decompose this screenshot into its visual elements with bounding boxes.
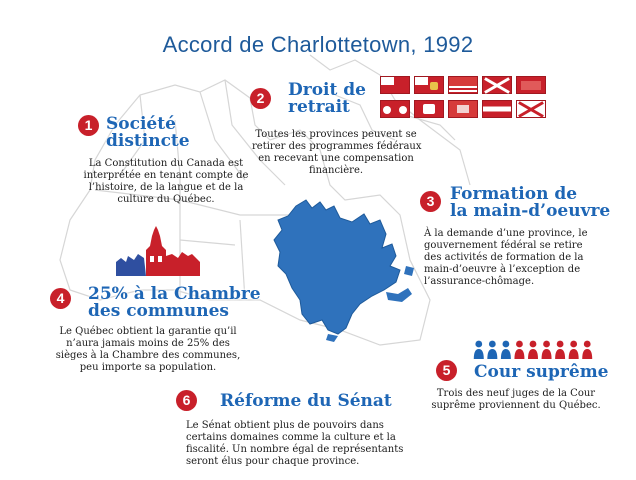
section-6-heading: Réforme du Sénat [220,391,392,411]
section-2-body: Toutes les provinces peuvent se retirer des programmes fédéraux en recevant une compensation financière. [252,129,422,176]
nb-flag-icon [380,100,410,118]
section-1-body: La Constitution du Canada est interprétée en tenant compte de l’histoire, de la langue et de la culture du Québec. [83,158,249,205]
section-4-body: Le Québec obtient la garantie qu’il n’aura jamais moins de 25% des sièges à la Chambre des communes, peu importe sa population. [55,326,241,373]
section-3-body: À la demande d’une province, le gouvernement fédéral se retire des activités de formation de la main-d’oeuvre à l’exception de l’assurance-chômage. [424,228,588,287]
judge-figure [542,341,552,359]
judge-figure [501,341,511,359]
ns-flag-icon [482,76,512,94]
parliament-building-icon [116,226,200,276]
section-2-number: 2 [250,88,271,109]
bc-flag-icon [448,76,478,94]
ontario-flag-icon [380,76,410,94]
section-5-body: Trois des neuf juges de la Cour suprême proviennent du Québec. [431,388,601,411]
judge-figure [582,341,592,359]
alberta-flag-icon [482,100,512,118]
section-3-number: 3 [420,191,441,212]
section-5-number: 5 [436,360,457,381]
pei-flag-icon [414,100,444,118]
page-title: Accord de Charlottetown, 1992 [162,32,474,57]
manitoba-flag-icon [414,76,444,94]
saskatchewan-flag-icon [448,100,478,118]
judge-figure [528,341,538,359]
section-5-heading: Cour suprême [474,362,609,382]
nl-flag-icon [516,100,546,118]
judge-figure [569,341,579,359]
judge-figure [474,341,484,359]
section-4-number: 4 [50,288,71,309]
judges-people-icon [472,340,594,360]
judge-figure [487,341,497,359]
ne-flag-icon [516,76,546,94]
section-3-heading: Formation de la main-d’oeuvre [450,184,611,221]
section-4-heading: 25% à la Chambre des communes [88,284,261,321]
section-1-number: 1 [78,115,99,136]
section-2-heading: Droit de retrait [288,80,366,117]
judge-figure [555,341,565,359]
section-6-body: Le Sénat obtient plus de pouvoirs dans certains domaines comme la culture et la fiscalité. Un nombre égal de représentants seront élus pour chaque province. [186,420,404,467]
section-1-heading: Société distincte [106,114,190,151]
section-6-number: 6 [176,390,197,411]
quebec-map-icon [268,196,416,346]
judge-figure [514,341,524,359]
